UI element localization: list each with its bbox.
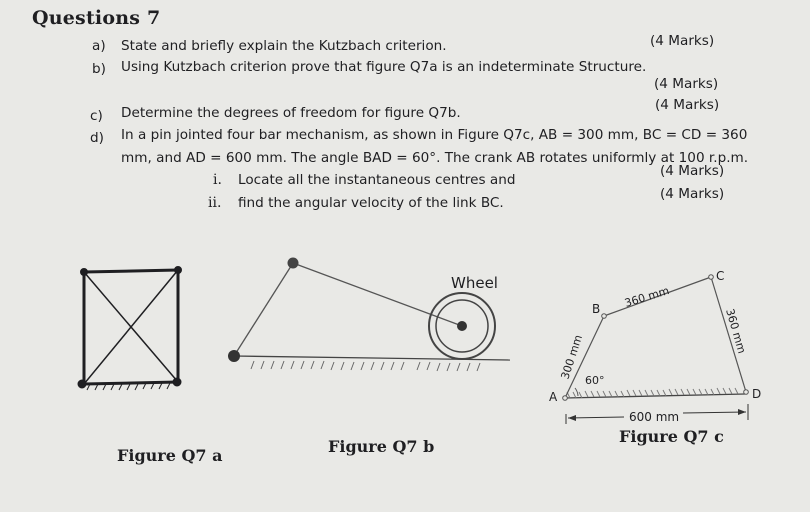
question-d-text-line1: In a pin jointed four bar mechanism, as shown in Figure Q7c, AB = 300 mm, BC = CD = 360 <box>121 127 748 143</box>
question-b-marks: (4 Marks) <box>654 76 719 92</box>
question-d-text-line2: mm, and AD = 600 mm. The angle BAD = 60°. The crank AB rotates uniformly at 100 r.p.m. <box>121 150 749 166</box>
sub-question-ii-text: find the angular velocity of the link BC. <box>238 195 504 211</box>
figure-q7c-label-b: B <box>592 302 601 316</box>
figure-q7c-label-ab: 300 mm <box>558 333 586 381</box>
sub-question-ii-label: ii. <box>208 195 222 211</box>
question-a-text: State and briefly explain the Kutzbach criterion. <box>121 38 447 54</box>
figure-q7c-label-angle: 60° <box>585 374 605 387</box>
question-b-text: Using Kutzbach criterion prove that figure Q7a is an indeterminate Structure. <box>121 59 647 75</box>
sub-question-i-marks: (4 Marks) <box>660 163 725 179</box>
figure-q7c-label-d: D <box>752 387 762 401</box>
question-c-marks: (4 Marks) <box>655 97 720 113</box>
figure-q7c-label-ad: 600 mm <box>629 410 680 424</box>
figure-q7b-wheel-label: Wheel <box>451 274 498 292</box>
figure-q7c-label-c: C <box>716 269 725 283</box>
figure-q7c-label-cd: 360 mm <box>723 307 749 355</box>
question-c-text: Determine the degrees of freedom for figure Q7b. <box>121 105 461 121</box>
sub-question-i-text: Locate all the instantaneous centres and <box>238 172 516 188</box>
question-a-label: a) <box>92 38 106 54</box>
question-a-marks: (4 Marks) <box>650 33 715 49</box>
figure-q7b-caption: Figure Q7 b <box>328 437 435 456</box>
sub-question-ii-marks: (4 Marks) <box>660 186 725 202</box>
figure-q7c-label-a: A <box>549 390 558 404</box>
page-title: Questions 7 <box>32 7 161 29</box>
question-b-label: b) <box>92 61 106 77</box>
question-d-label: d) <box>90 130 104 146</box>
figure-q7a-caption: Figure Q7 a <box>117 446 223 465</box>
figure-q7a-diagram <box>78 267 182 391</box>
sub-question-i-label: i. <box>213 172 222 188</box>
figure-q7c-caption: Figure Q7 c <box>619 427 724 446</box>
question-c-label: c) <box>90 108 103 124</box>
figure-q7c-label-bc: 360 mm <box>623 284 671 310</box>
